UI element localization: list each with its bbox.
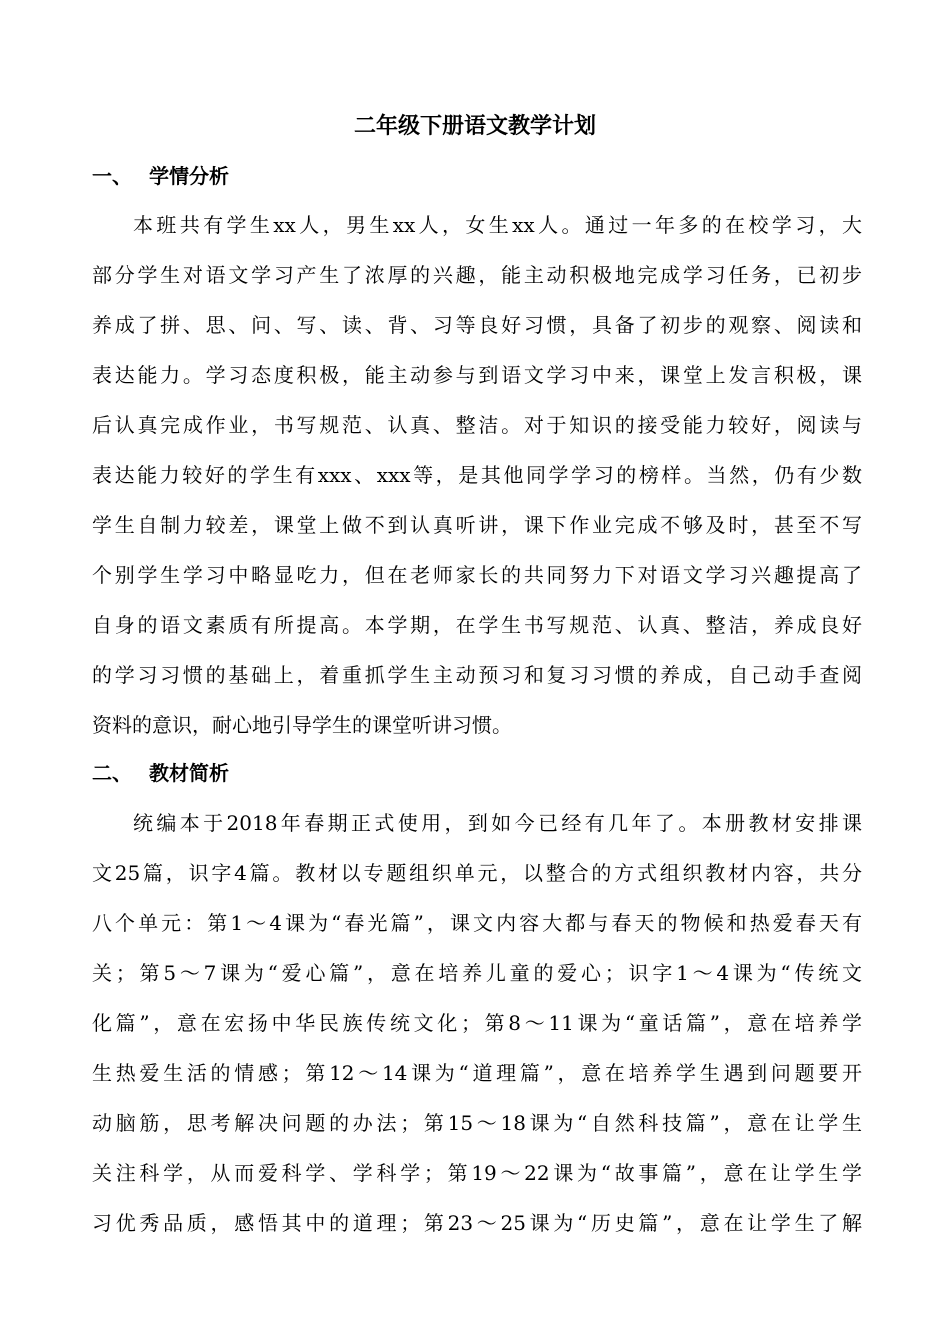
section-heading-1 [92,161,229,191]
paragraph-line: 表达能力较好的学生有xxx、xxx等，是其他同学学习的榜样。当然，仍有少数 [92,463,862,487]
paragraph-line: 关；第5～7课为“爱心篇”，意在培养儿童的爱心；识字1～4课为“传统文 [92,961,862,985]
paragraph-line: 后认真完成作业，书写规范、认真、整洁。对于知识的接受能力较好，阅读与 [92,413,862,437]
paragraph-line: 资料的意识，耐心地引导学生的课堂听讲习惯。 [92,713,512,737]
section-heading-text: 学情分析 [149,164,229,188]
document-title: 二年级下册语文教学计划 [353,114,596,139]
paragraph-line: 部分学生对语文学习产生了浓厚的兴趣，能主动积极地完成学习任务，已初步 [92,263,862,287]
paragraph-line: 本班共有学生xx人，男生xx人，女生xx人。通过一年多的在校学习，大 [133,213,862,237]
paragraph-line: 表达能力。学习态度积极，能主动参与到语文学习中来，课堂上发言积极，课 [92,363,862,387]
paragraph-line: 的学习习惯的基础上，着重抓学生主动预习和复习习惯的养成，自己动手查阅 [92,663,862,687]
paragraph-line: 关注科学，从而爱科学、学科学；第19～22课为“故事篇”，意在让学生学 [92,1161,862,1185]
section-paragraph-1 [92,200,862,750]
paragraph-line: 养成了拼、思、问、写、读、背、习等良好习惯，具备了初步的观察、阅读和 [92,313,862,337]
paragraph-line: 自身的语文素质有所提高。本学期，在学生书写规范、认真、整洁，养成良好 [92,613,862,637]
paragraph-line: 个别学生学习中略显吃力，但在老师家长的共同努力下对语文学习兴趣提高了 [92,563,862,587]
paragraph-line: 八个单元：第1～4课为“春光篇”，课文内容大都与春天的物候和热爱春天有 [92,911,862,935]
section-number: 一、 [92,164,132,188]
section-number: 二、 [92,761,132,785]
paragraph-line: 动脑筋，思考解决问题的办法；第15～18课为“自然科技篇”，意在让学生 [92,1111,862,1135]
paragraph-line: 统编本于2018年春期正式使用，到如今已经有几年了。本册教材安排课 [133,811,862,835]
paragraph-line: 生热爱生活的情感；第12～14课为“道理篇”，意在培养学生遇到问题要开 [92,1061,862,1085]
paragraph-line: 文25篇，识字4篇。教材以专题组织单元，以整合的方式组织教材内容，共分 [92,861,862,885]
section-heading-2 [92,758,229,788]
section-paragraph-2 [92,798,862,1248]
paragraph-line: 学生自制力较差，课堂上做不到认真听讲，课下作业完成不够及时，甚至不写 [92,513,862,537]
paragraph-line: 习优秀品质，感悟其中的道理；第23～25课为“历史篇”，意在让学生了解 [92,1211,862,1235]
paragraph-line: 化篇”，意在宏扬中华民族传统文化；第8～11课为“童话篇”，意在培养学 [92,1011,862,1035]
section-heading-text: 教材简析 [149,761,229,785]
